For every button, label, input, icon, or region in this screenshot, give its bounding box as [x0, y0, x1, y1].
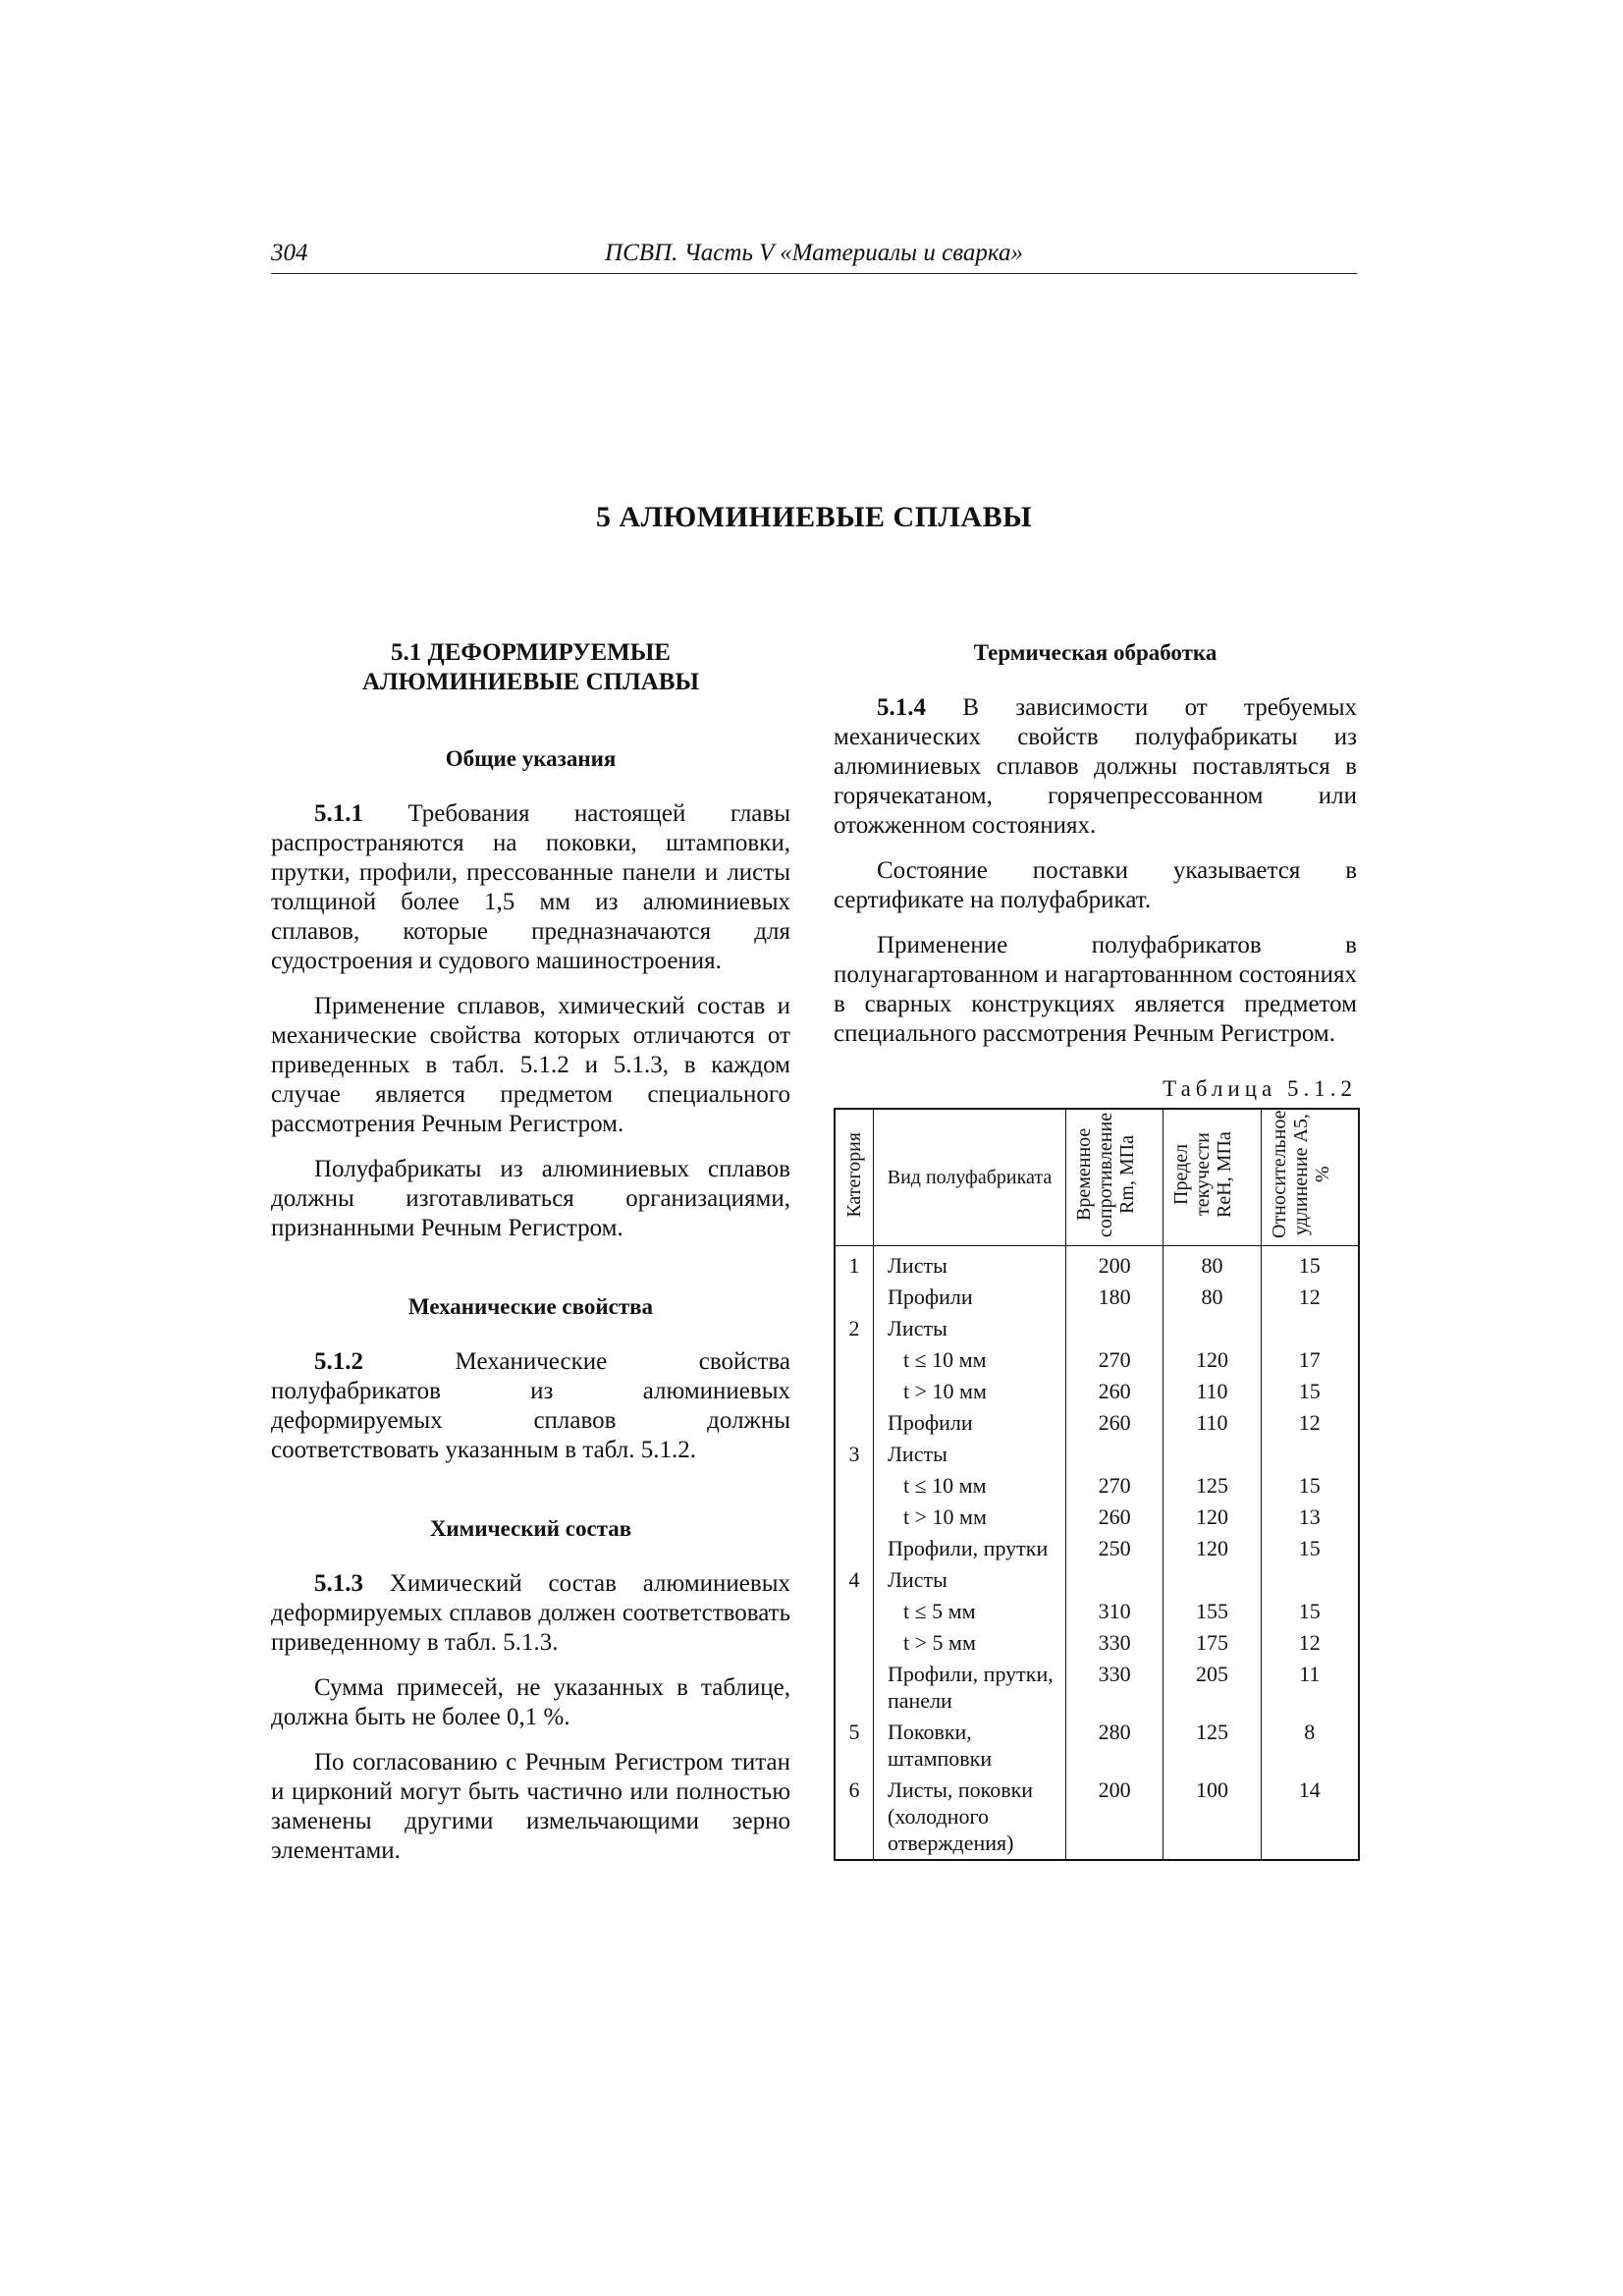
elongation-cell: 8: [1261, 1717, 1359, 1775]
paragraph: Применение сплавов, химический состав и механические свойства которых отличаются от приведенных в табл. 5.1.2 и 5.1.3, в каждом случае является предметом специального рассмотрения Речным Регистром.: [271, 993, 790, 1137]
paragraph-text: Требования настоящей главы распространяются на поковки, штамповки, прутки, профили, прессованные панели и листы толщиной более 1,5 мм из алюминиевых сплавов, которые предназначаются для судостроения и судового машиностроения.: [271, 800, 790, 974]
category-cell: 6: [835, 1775, 874, 1860]
category-cell: 5: [835, 1717, 874, 1775]
type-cell: t ≤ 10 мм: [874, 1470, 1066, 1502]
paragraph: Сумма примесей, не указанных в таблице, должна быть не более 0,1 %.: [271, 1674, 790, 1730]
type-cell: Листы: [874, 1564, 1066, 1596]
yield-cell: 125: [1163, 1717, 1261, 1775]
left-column: [271, 638, 790, 1882]
type-cell: Профили: [874, 1282, 1066, 1313]
elongation-cell: [1261, 1439, 1359, 1470]
clause-number: 5.1.2: [314, 1348, 363, 1375]
paragraph-5-1-2: [271, 1347, 790, 1465]
strength-cell: 260: [1066, 1376, 1163, 1407]
header-elongation: Относительное удлинение A5, %: [1261, 1109, 1359, 1246]
strength-cell: 260: [1066, 1407, 1163, 1439]
header-type: Вид полуфабриката: [874, 1109, 1066, 1246]
elongation-cell: 14: [1261, 1775, 1359, 1860]
table-row: [835, 1596, 1359, 1627]
elongation-cell: 12: [1261, 1407, 1359, 1439]
elongation-cell: 17: [1261, 1344, 1359, 1376]
strength-cell: 280: [1066, 1717, 1163, 1775]
category-cell: [835, 1282, 874, 1313]
table-row: [835, 1775, 1359, 1860]
elongation-cell: 15: [1261, 1376, 1359, 1407]
strength-cell: 260: [1066, 1502, 1163, 1533]
paragraph-text: Механические свойства полуфабрикатов из алюминиевых деформируемых сплавов должны соответствовать указанным в табл. 5.1.2.: [271, 1348, 790, 1463]
table-caption: Таблица 5.1.2: [1163, 1076, 1357, 1101]
category-cell: [835, 1502, 874, 1533]
category-cell: [835, 1407, 874, 1439]
elongation-cell: 15: [1261, 1246, 1359, 1283]
paragraph: Состояние поставки указывается в сертификате на полуфабрикат.: [834, 857, 1357, 913]
heat-treatment-heading: Термическая обработка: [973, 640, 1217, 665]
table-row: [835, 1439, 1359, 1470]
yield-cell: 110: [1163, 1376, 1261, 1407]
header-yield: Предел текучести ReH, МПа: [1163, 1109, 1261, 1246]
yield-cell: 120: [1163, 1533, 1261, 1564]
paragraph: Применение полуфабрикатов в полунагартованном и нагартованнном состояниях в сварных конструкциях является предметом специального рассмотрения Речным Регистром.: [834, 932, 1357, 1047]
type-cell: t > 10 мм: [874, 1376, 1066, 1407]
category-cell: [835, 1344, 874, 1376]
type-cell: t > 10 мм: [874, 1502, 1066, 1533]
table-row: [835, 1627, 1359, 1659]
page-number: 304: [271, 240, 308, 266]
table-row: [835, 1659, 1359, 1717]
strength-cell: 310: [1066, 1596, 1163, 1627]
paragraph-text: В зависимости от требуемых механических свойств полуфабрикаты из алюминиевых сплавов должны поставляться в горячекатаном, горячепрессованном или отожженном состояниях.: [834, 694, 1357, 839]
paragraph-5-1-1: [271, 799, 790, 976]
yield-cell: 80: [1163, 1282, 1261, 1313]
type-cell: t > 5 мм: [874, 1627, 1066, 1659]
right-column: [834, 638, 1357, 1861]
elongation-cell: 13: [1261, 1502, 1359, 1533]
type-cell: t ≤ 5 мм: [874, 1596, 1066, 1627]
paragraph-text: Химический состав алюминиевых деформируемых сплавов должен соответствовать приведенному в табл. 5.1.3.: [271, 1570, 790, 1656]
type-cell: t ≤ 10 мм: [874, 1344, 1066, 1376]
yield-cell: 120: [1163, 1344, 1261, 1376]
elongation-cell: 12: [1261, 1627, 1359, 1659]
section-title-line: 5.1 ДЕФОРМИРУЕМЫЕ: [391, 639, 671, 666]
table-row: [835, 1533, 1359, 1564]
elongation-cell: 15: [1261, 1470, 1359, 1502]
type-cell: Профили, прутки: [874, 1533, 1066, 1564]
strength-cell: [1066, 1313, 1163, 1344]
strength-cell: 200: [1066, 1246, 1163, 1283]
table-row: [835, 1717, 1359, 1775]
yield-cell: [1163, 1439, 1261, 1470]
properties-table: [834, 1108, 1360, 1861]
category-cell: [835, 1659, 874, 1717]
elongation-cell: 11: [1261, 1659, 1359, 1717]
strength-cell: 270: [1066, 1470, 1163, 1502]
chemical-heading: Химический состав: [429, 1516, 632, 1541]
yield-cell: 175: [1163, 1627, 1261, 1659]
category-cell: 2: [835, 1313, 874, 1344]
paragraph: По согласованию с Речным Регистром титан и цирконий могут быть частично или полностью заменены другими измельчающими зерно элементами.: [271, 1749, 790, 1864]
section-title-line: АЛЮМИНИЕВЫЕ СПЛАВЫ: [362, 669, 699, 695]
yield-cell: 125: [1163, 1470, 1261, 1502]
strength-cell: 250: [1066, 1533, 1163, 1564]
page-header: [271, 240, 1357, 274]
strength-cell: [1066, 1564, 1163, 1596]
category-cell: 1: [835, 1246, 874, 1283]
category-cell: [835, 1470, 874, 1502]
header-strength: Временное сопротивление Rm, МПа: [1066, 1109, 1163, 1246]
paragraph-5-1-4: [834, 693, 1357, 841]
type-cell: Профили, прутки, панели: [874, 1659, 1066, 1717]
type-cell: Поковки, штамповки: [874, 1717, 1066, 1775]
yield-cell: 100: [1163, 1775, 1261, 1860]
type-cell: Листы: [874, 1246, 1066, 1283]
type-cell: Листы: [874, 1313, 1066, 1344]
type-cell: Листы, поковки (холодного отверждения): [874, 1775, 1066, 1860]
section-title: [271, 638, 790, 697]
paragraph-5-1-3: [271, 1569, 790, 1658]
yield-cell: 80: [1163, 1246, 1261, 1283]
strength-cell: 270: [1066, 1344, 1163, 1376]
strength-cell: 200: [1066, 1775, 1163, 1860]
table-row: [835, 1470, 1359, 1502]
table-body: [835, 1246, 1359, 1861]
elongation-cell: 15: [1261, 1596, 1359, 1627]
chapter-title: 5 АЛЮМИНИЕВЫЕ СПЛАВЫ: [595, 501, 1033, 533]
elongation-cell: 15: [1261, 1533, 1359, 1564]
category-cell: 3: [835, 1439, 874, 1470]
mechanical-heading: Механические свойства: [407, 1294, 654, 1319]
clause-number: 5.1.1: [314, 800, 363, 827]
table-row: [835, 1246, 1359, 1283]
table-row: [835, 1564, 1359, 1596]
table-row: [835, 1407, 1359, 1439]
elongation-cell: [1261, 1564, 1359, 1596]
yield-cell: 205: [1163, 1659, 1261, 1717]
clause-number: 5.1.4: [877, 694, 926, 721]
table-header-row: [835, 1109, 1359, 1246]
header-category: Категория: [835, 1109, 874, 1246]
category-cell: [835, 1596, 874, 1627]
type-cell: Листы: [874, 1439, 1066, 1470]
category-cell: [835, 1376, 874, 1407]
yield-cell: 120: [1163, 1502, 1261, 1533]
category-cell: [835, 1533, 874, 1564]
yield-cell: 155: [1163, 1596, 1261, 1627]
strength-cell: 180: [1066, 1282, 1163, 1313]
yield-cell: 110: [1163, 1407, 1261, 1439]
elongation-cell: 12: [1261, 1282, 1359, 1313]
table-row: [835, 1282, 1359, 1313]
table-row: [835, 1313, 1359, 1344]
category-cell: [835, 1627, 874, 1659]
elongation-cell: [1261, 1313, 1359, 1344]
clause-number: 5.1.3: [314, 1570, 363, 1597]
strength-cell: 330: [1066, 1627, 1163, 1659]
category-cell: 4: [835, 1564, 874, 1596]
strength-cell: 330: [1066, 1659, 1163, 1717]
running-title: ПСВП. Часть V «Материалы и сварка»: [605, 240, 1023, 266]
yield-cell: [1163, 1313, 1261, 1344]
strength-cell: [1066, 1439, 1163, 1470]
table-row: [835, 1376, 1359, 1407]
type-cell: Профили: [874, 1407, 1066, 1439]
table-row: [835, 1344, 1359, 1376]
table-row: [835, 1502, 1359, 1533]
general-heading: Общие указания: [445, 746, 617, 771]
paragraph: Полуфабрикаты из алюминиевых сплавов должны изготавливаться организациями, признанными Речным Регистром.: [271, 1156, 790, 1241]
yield-cell: [1163, 1564, 1261, 1596]
